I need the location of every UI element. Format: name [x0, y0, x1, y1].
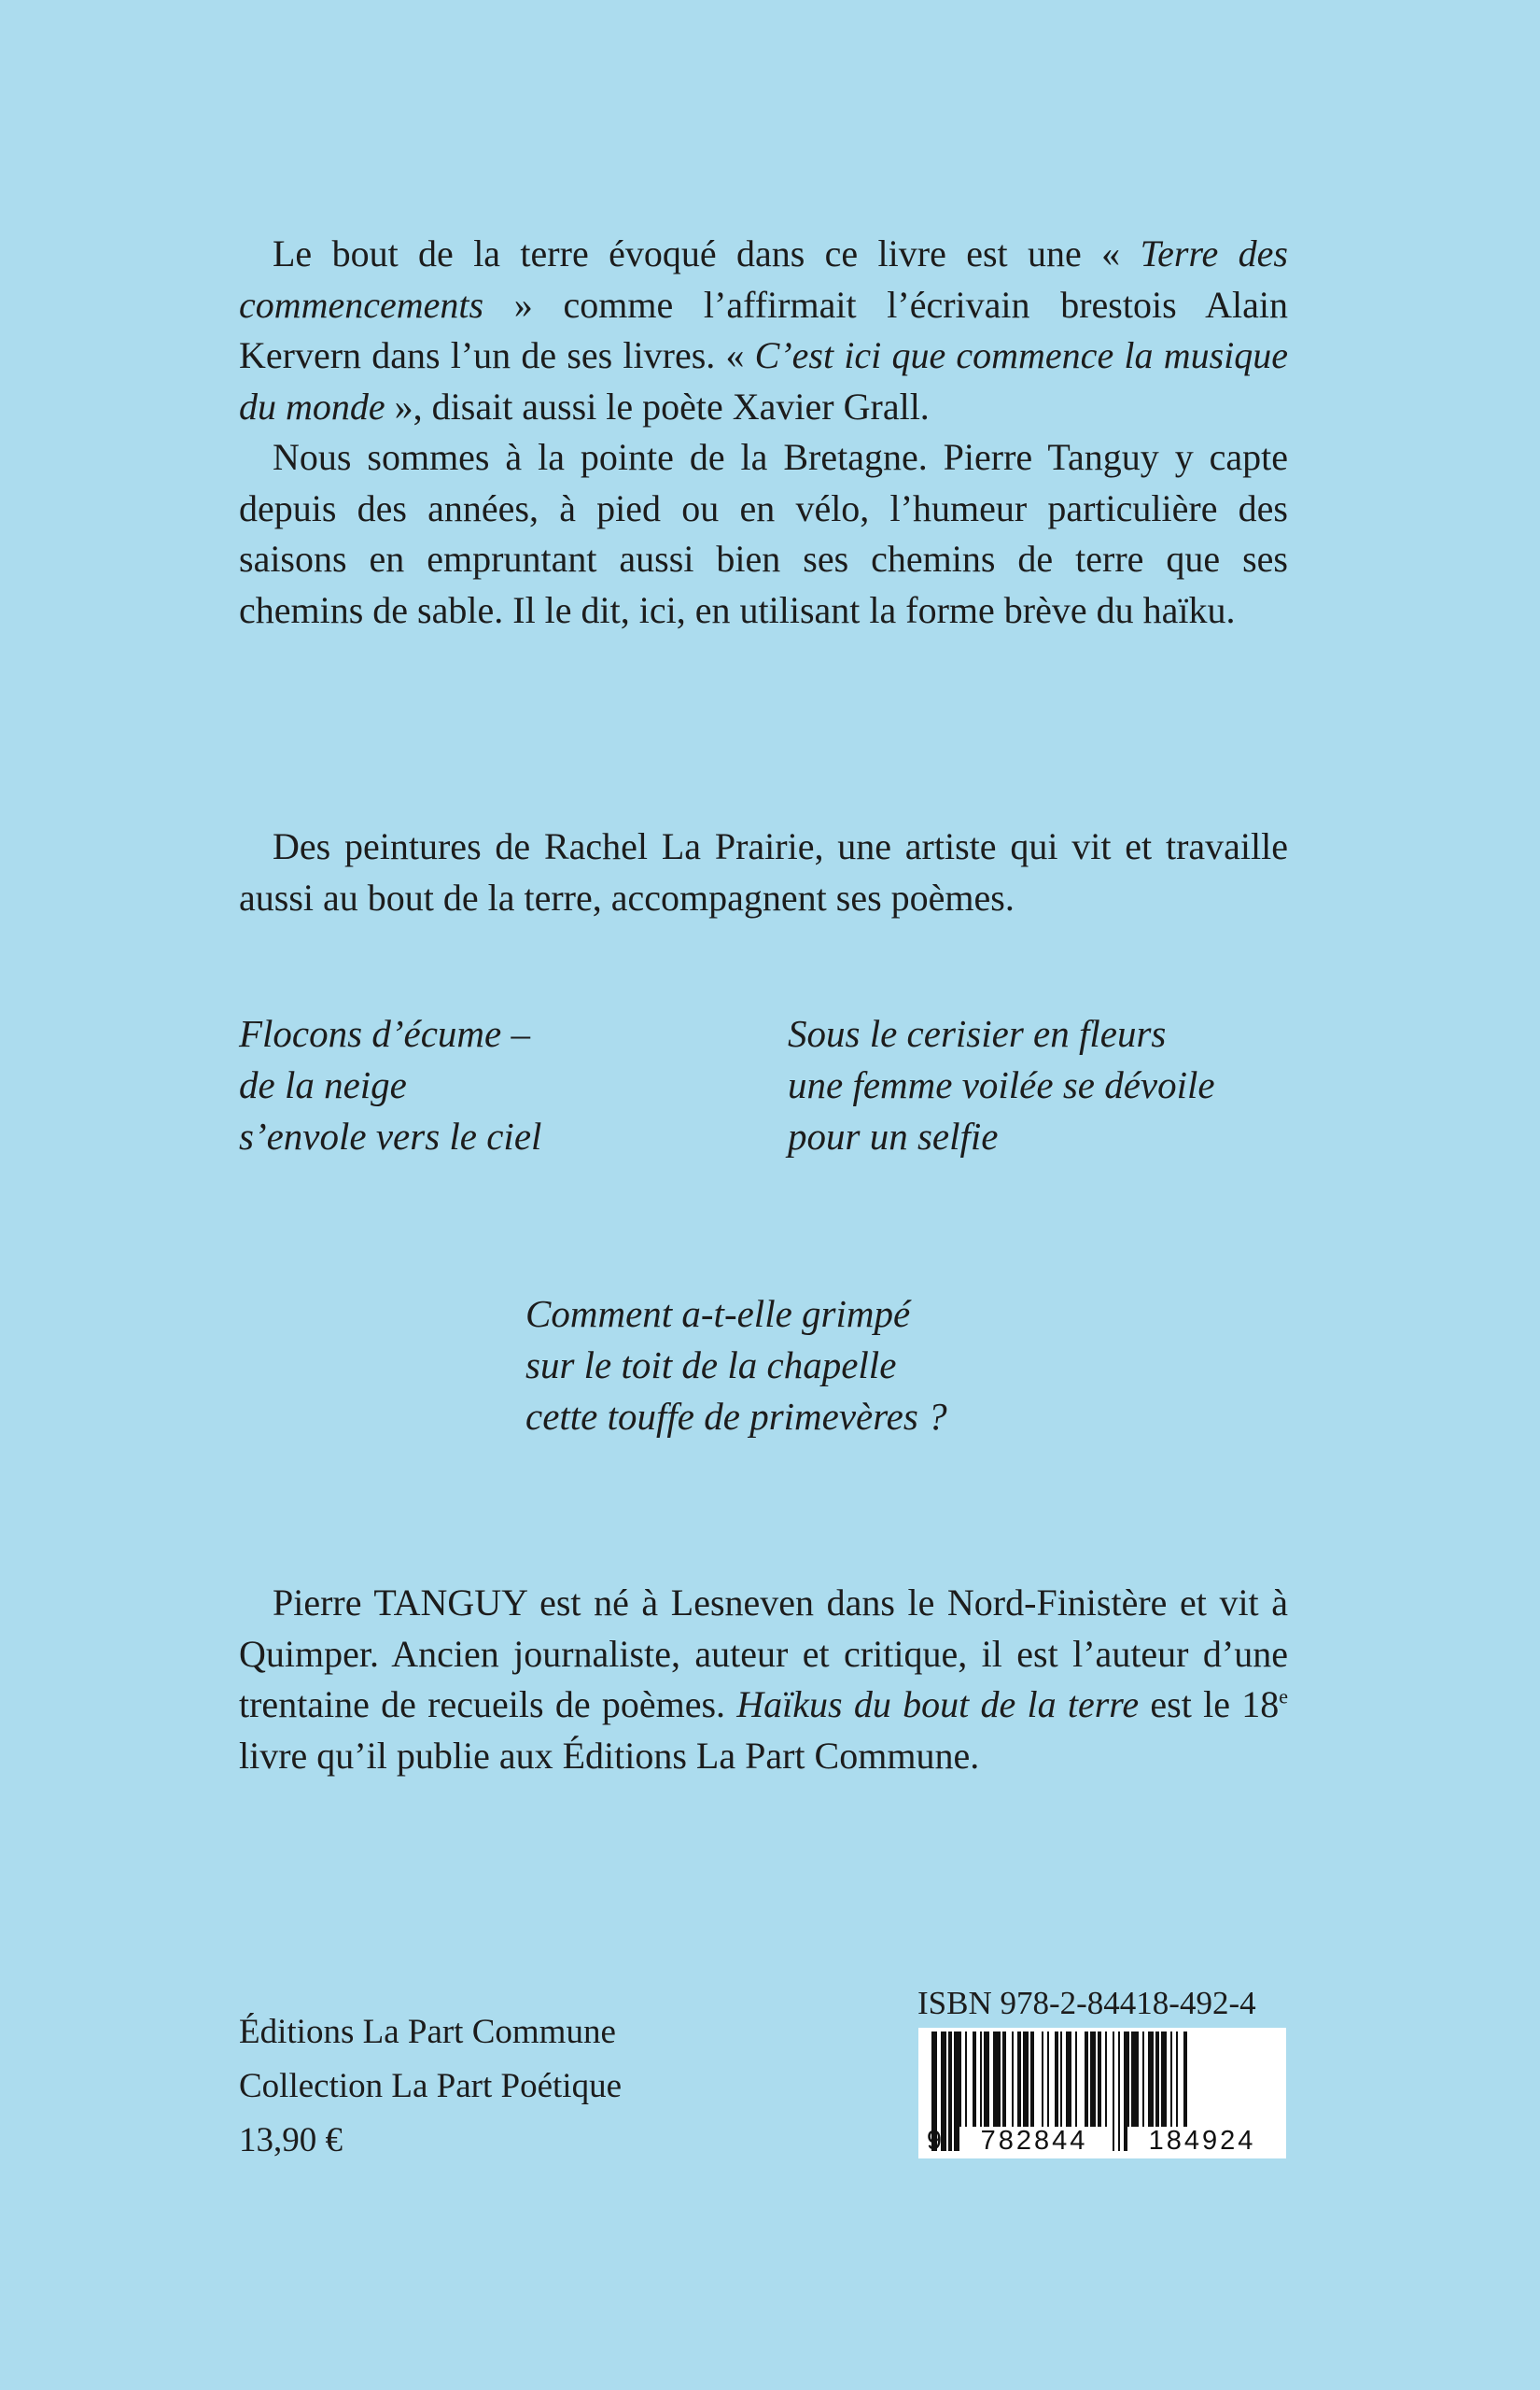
haiku-line: une femme voilée se dévoile — [788, 1063, 1215, 1106]
haiku-line: s’envole vers le ciel — [239, 1115, 542, 1158]
haiku-line: de la neige — [239, 1063, 407, 1106]
paintings-paragraph: Des peintures de Rachel La Prairie, une artiste qui vit et travaille aussi au bout de la terre, accompagnent ses poèmes. — [239, 825, 1288, 919]
collection-name: Collection La Part Poétique — [239, 2067, 622, 2105]
haiku-line: Comment a-t-elle grimpé — [525, 1292, 911, 1335]
intro-text — [239, 229, 1288, 636]
isbn-label: ISBN 978-2-84418-492-4 — [917, 1985, 1256, 2021]
publisher-info — [239, 2005, 622, 2168]
haiku-line: pour un selfie — [788, 1115, 999, 1158]
barcode-digits-left: 782844 — [959, 2127, 1109, 2155]
price: 13,90 € — [239, 2121, 343, 2159]
barcode-digits-right: 184924 — [1127, 2127, 1277, 2155]
publisher-name: Éditions La Part Commune — [239, 2013, 616, 2051]
intro-paragraph-1: Le bout de la terre évoqué dans ce livre est une « Terre des commencements » comme l’affirmait l’écrivain brestois Alain Kervern dans l’un de ses livres. « C’est ici que commence la musique du monde », disait aussi le poète Xavier Grall. — [239, 232, 1289, 428]
barcode — [918, 2028, 1286, 2158]
haiku-line: Sous le cerisier en fleurs — [788, 1012, 1167, 1055]
haiku-3 — [525, 1288, 947, 1442]
haiku-1 — [239, 1008, 541, 1162]
barcode-digit-first: 9 — [926, 2126, 943, 2156]
haiku-line: Flocons d’écume – — [239, 1012, 530, 1055]
intro-paragraph-2: Nous sommes à la pointe de la Bretagne. Pierre Tanguy y capte depuis des années, à pied ou en vélo, l’humeur particulière des saisons en empruntant aussi bien ses chemins de terre que ses chemins de sable. Il le dit, ici, en utilisant la forme brève du haïku. — [239, 436, 1288, 631]
haiku-line: sur le toit de la chapelle — [525, 1343, 897, 1386]
haiku-2 — [788, 1008, 1215, 1162]
author-bio: Pierre TANGUY est né à Lesneven dans le Nord-Finistère et vit à Quimper. Ancien journaliste, auteur et critique, il est l’auteur d’une trentaine de recueils de poèmes. Haïkus du bout de la terre est le 18e livre qu’il publie aux Éditions La Part Commune. — [239, 1582, 1288, 1777]
barcode-digits — [918, 2127, 1286, 2155]
haiku-line: cette touffe de primevères ? — [525, 1395, 947, 1438]
